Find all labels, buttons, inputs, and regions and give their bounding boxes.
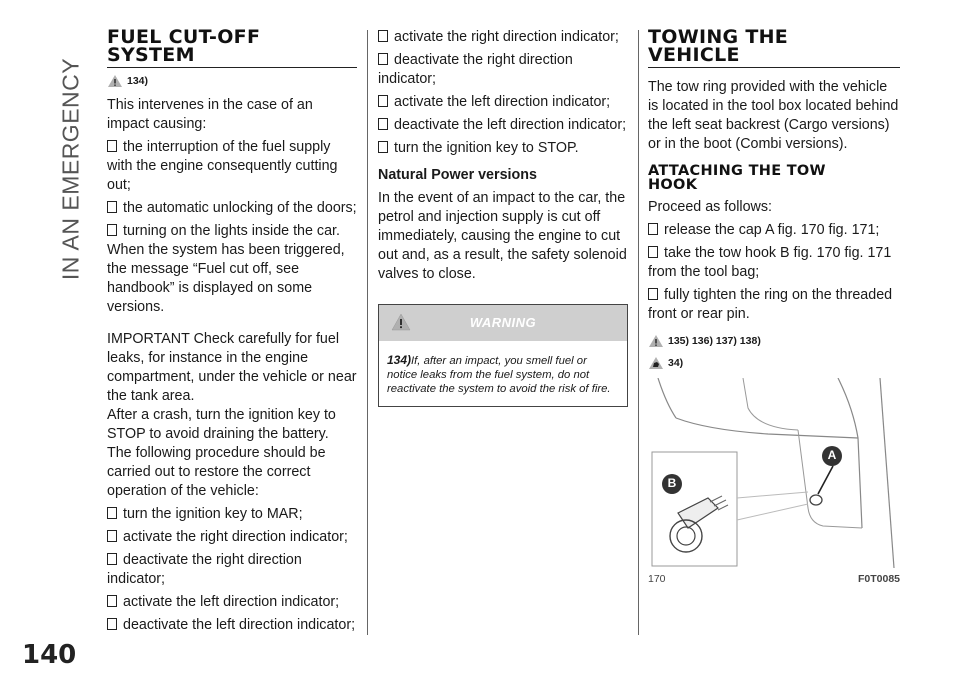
warning-header [379,305,627,341]
checkbox-bullet-icon [648,246,658,258]
list-item: the interruption of the fuel supply with the engine consequently cutting out; [107,139,338,193]
side-title: IN AN EMERGENCY [57,57,84,281]
checkbox-bullet-icon [107,595,117,607]
list-item: deactivate the right direction indicator; [378,52,573,87]
list-item: take the tow hook B fig. 170 fig. 171 from the tool bag; [648,245,892,280]
figure-label-b: B [667,476,677,490]
checkbox-bullet-icon [378,30,388,42]
after-crash-text: After a crash, turn the ignition key to STOP to avoid draining the battery. [107,407,336,442]
important-note: IMPORTANT Check carefully for fuel leaks, for instance in the engine compartment, under the vehicle or near the tank area. [107,331,357,404]
column-fuel-cutoff [107,28,357,639]
checkbox-bullet-icon [648,288,658,300]
figure-tow-hook [648,378,898,570]
figure-label-a: A [827,448,837,462]
warning-reference: 134) [107,74,357,88]
warning-body [379,341,627,406]
list-item: deactivate the left direction indicator; [378,116,628,135]
warning-triangle-icon [648,334,664,348]
list-item: release the cap A fig. 170 fig. 171; [648,221,900,240]
list-item: turn the ignition key to STOP. [378,139,628,158]
list-item: turn the ignition key to MAR; [107,505,357,524]
checkbox-bullet-icon [107,507,117,519]
natural-power-heading: Natural Power versions [378,167,537,183]
subheading-attaching-tow-hook: ATTACHING THE TOW HOOK [648,163,826,193]
checkbox-bullet-icon [107,553,117,565]
checkbox-bullet-icon [378,118,388,130]
tow-hook-steps-list [648,221,900,324]
checkbox-bullet-icon [107,530,117,542]
checkbox-bullet-icon [378,95,388,107]
checkbox-bullet-icon [378,53,388,65]
proceed-text: Proceed as follows: [648,199,772,215]
tow-hook-illustration [648,378,898,570]
warning-box [378,304,628,407]
checkbox-bullet-icon [378,141,388,153]
checkbox-bullet-icon [648,223,658,235]
figure-number: 170 [648,573,666,585]
list-item: deactivate the left direction indicator; [107,616,357,635]
list-item: the automatic unlocking of the doors; [107,199,357,218]
checkbox-bullet-icon [107,140,117,152]
impact-effects-list [107,138,357,241]
warning-text: If, after an impact, you smell fuel or notice leaks from the fuel system, do not reactivate the system to avoid the risk of fire. [387,355,611,395]
list-item: fully tighten the ring on the threaded front or rear pin. [648,287,893,322]
warning-title: WARNING [469,315,537,330]
list-item: activate the right direction indicator; [378,28,628,47]
checkbox-bullet-icon [107,224,117,236]
column-divider [367,30,368,635]
figure-caption [648,573,900,585]
triggered-message-text: When the system has been triggered, the message “Fuel cut off, see handbook” is displayed on some versions. [107,242,345,315]
caution-references: 34) [648,356,900,370]
list-item: activate the left direction indicator; [378,93,628,112]
section-heading-fuel-cutoff: FUEL CUT-OFF SYSTEM [107,28,357,68]
restore-procedure-list-continued [378,28,628,158]
checkbox-bullet-icon [107,201,117,213]
warning-triangle-icon [391,313,411,331]
section-heading-towing: TOWING THE VEHICLE [648,28,900,68]
warning-triangle-icon [107,74,123,88]
list-item: activate the right direction indicator; [107,528,357,547]
list-item: activate the left direction indicator; [107,593,357,612]
intro-text: This intervenes in the case of an impact causing: [107,97,313,132]
caution-hand-icon [648,356,664,370]
column-towing [648,28,900,585]
checkbox-bullet-icon [107,618,117,630]
warning-ref: 134) [387,353,412,367]
column-divider [638,30,639,635]
list-item: deactivate the right direction indicator; [107,552,302,587]
procedure-text: The following procedure should be carried out to restore the correct operation of the vehicle: [107,445,326,499]
figure-code: F0T0085 [857,573,900,585]
restore-procedure-list [107,505,357,635]
list-item: turning on the lights inside the car. [107,222,357,241]
natural-power-text: In the event of an impact to the car, the petrol and injection supply is cut off immediately, causing the engine to cut out and, as a result, the safety solenoid valves to close. [378,190,627,282]
tow-ring-location-text: The tow ring provided with the vehicle is located in the tool box located behind the left seat backrest (Cargo versions) or in the boot (Combi versions). [648,79,899,152]
page-number: 140 [22,640,77,670]
column-procedure-continued [378,28,628,407]
warning-references: 135) 136) 137) 138) [648,334,900,348]
